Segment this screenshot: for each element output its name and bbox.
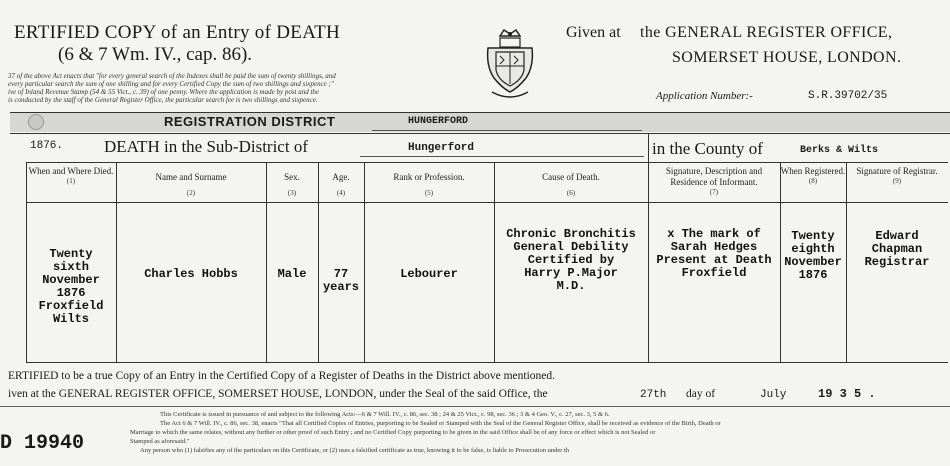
footer-line: Stamped as aforesaid.": [130, 438, 190, 445]
column-header: [494, 172, 648, 197]
fee-line: is conducted by the staff of the General Register Office, the particular search fee is two shillings and sixpence.: [8, 96, 318, 104]
rule: [10, 133, 950, 134]
column-header: [780, 166, 846, 185]
register-table: [26, 162, 948, 362]
cell-registered: Twenty eighth November 1876: [784, 229, 842, 282]
footer-line: Any person who (1) falsifies any of the particulars on this Certificate, or (2) uses a falsified certificate as true, knowing it to be false, is liable to Prosecution under th: [140, 447, 570, 454]
column-heading: Sex.: [284, 172, 300, 182]
certification-year: 19 3 5 .: [818, 387, 876, 401]
district-underline: [372, 130, 642, 131]
act-citation: (6 & 7 Wm. IV., cap. 86).: [58, 44, 253, 65]
cell-registrar: Edward Chapman Registrar: [864, 229, 930, 269]
column-number: (4): [336, 189, 346, 197]
column-number: (2): [186, 189, 196, 197]
registration-district-label: REGISTRATION DISTRICT: [164, 114, 336, 129]
office-address: SOMERSET HOUSE, LONDON.: [672, 49, 902, 66]
cell-cause: Chronic Bronchitis General Debility Certified by Harry P.Major M.D.: [506, 227, 636, 293]
certificate-serial-number: D 19940: [0, 432, 85, 455]
column-heading: Signature of Registrar.: [856, 166, 938, 176]
column-header: [266, 172, 318, 197]
royal-crest-icon: [482, 26, 538, 106]
subdistrict-underline: [360, 156, 644, 157]
county-label: in the County of: [652, 139, 763, 158]
column-heading: Signature, Description and Residence of Informant.: [665, 166, 763, 187]
column-number: (7): [709, 188, 719, 196]
county-name: Berks & Wilts: [800, 145, 879, 156]
certification-day-of: day of: [686, 388, 716, 400]
fee-notice: [8, 72, 478, 104]
cell-name: Charles Hobbs: [144, 267, 238, 281]
column-number: (1): [66, 177, 76, 185]
district-band: [10, 112, 950, 132]
certification-given-at: iven at the GENERAL REGISTER OFFICE, SOMERSET HOUSE, LONDON, under the Seal of the said Office, the: [8, 388, 548, 400]
cell-rank: Lebourer: [400, 267, 458, 281]
column-heading: Cause of Death.: [542, 172, 600, 182]
footer-line: Marriage to which the same relates, without any further or other proof of such Entry ; and no Certified Copy purporting to be given in the said Office shall be of any force or effect which is not Sealed or: [130, 429, 656, 436]
header-bottom-rule: [26, 202, 948, 203]
column-number: (8): [808, 177, 818, 185]
column-heading: Age.: [332, 172, 350, 182]
column-header: [846, 166, 948, 185]
column-heading: When Registered.: [780, 166, 846, 176]
column-heading: Name and Surname: [155, 172, 227, 182]
column-number: (5): [424, 189, 434, 197]
column-heading: Rank or Profession.: [393, 172, 465, 182]
office-name: the GENERAL REGISTER OFFICE,: [640, 24, 893, 41]
table-top-rule: [26, 162, 948, 163]
cell-informant: x The mark of Sarah Hedges Present at Death Froxfield: [656, 227, 772, 280]
column-header: [116, 172, 266, 197]
certificate-title: ERTIFIED COPY of an Entry of DEATH: [14, 22, 341, 43]
cell-age: 77 years: [322, 267, 359, 294]
fee-line: 37 of the above Act enacts that "for every general search of the Indexes shall be paid the sum of twenty shillings, and: [8, 72, 336, 80]
fee-line: ive of Inland Revenue Stamp (54 & 55 Vict., c. 39) of one penny. Where the application is made by post and the: [8, 88, 320, 96]
cell-sex: Male: [277, 267, 307, 281]
subdistrict-name: Hungerford: [408, 142, 475, 154]
column-heading: When and Where Died.: [28, 166, 114, 176]
table-bottom-rule: [26, 362, 948, 363]
certification-statement: ERTIFIED to be a true Copy of an Entry in the Certified Copy of a Register of Deaths in the District above mentioned.: [8, 370, 556, 382]
subdistrict-label: DEATH in the Sub-District of: [104, 137, 308, 156]
cell-when-where: Twenty sixth November 1876 Froxfield Wilts: [38, 247, 104, 326]
column-header: [648, 166, 780, 196]
application-number: S.R.39702/35: [808, 90, 888, 102]
column-header: [26, 166, 116, 185]
rule: [648, 134, 649, 162]
punch-hole: [28, 114, 44, 130]
application-number-label: Application Number:-: [656, 90, 753, 102]
footer-notes: [10, 410, 948, 455]
footer-line: This Certificate is issued in pursuance of and subject to the following Acts:—6 & 7 Will. IV., c. 86, sec. 38 ; 24 & 25 Vict., c. 98, sec. 36 ; 3 & 4 Geo. V., c. 27, sec. 3, 5 & 6.: [160, 411, 610, 418]
rule: [10, 112, 950, 113]
footer-rule: [0, 406, 950, 407]
certification-month: July: [760, 389, 787, 401]
column-number: (3): [287, 189, 297, 197]
footer-line: The Act 6 & 7 Will. IV., c. 86, sec. 38, enacts "That all Certified Copies of Entries, purporting to be Sealed or Stamped with the Seal of the General Register Office, shall be received as evidence of the Birth, Death or: [160, 420, 721, 427]
certification-day: 27th: [640, 389, 667, 401]
registration-district-name: HUNGERFORD: [408, 116, 469, 127]
column-header: [318, 172, 364, 197]
fee-line: every particular search the sum of one shilling and for every Certified Copy the sum of two shillings and sixpence ;": [8, 80, 334, 88]
column-number: (6): [566, 189, 576, 197]
given-at-label: Given at: [566, 24, 621, 41]
column-number: (9): [892, 177, 902, 185]
entry-year: 1876.: [30, 140, 64, 152]
column-header: [364, 172, 494, 197]
